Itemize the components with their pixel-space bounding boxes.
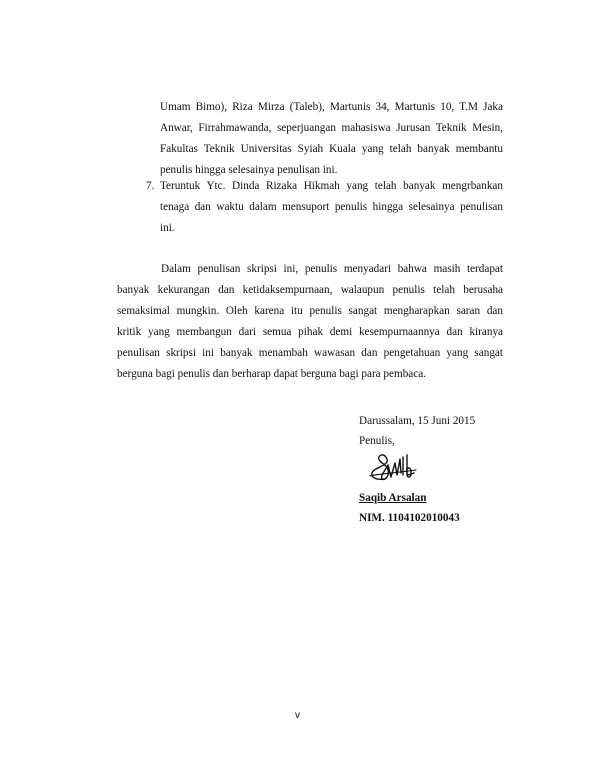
text-line: Anwar, Firrahmawanda, seperjuangan mahasiswa Jurusan Teknik Mesin,	[160, 122, 503, 134]
text-line: ini.	[160, 222, 175, 234]
signer-nim: NIM. 1104102010043	[359, 512, 460, 524]
body-paragraph	[117, 259, 503, 385]
signer-role: Penulis,	[359, 435, 395, 447]
list-item-number: 7.	[146, 180, 155, 192]
text-line: banyak kekurangan dan ketidaksempurnaan, walaupun penulis telah berusaha	[117, 284, 503, 296]
text-line: Umam Bimo), Riza Mirza (Taleb), Martunis 34, Martunis 10, T.M Jaka	[160, 101, 503, 113]
text-line: semaksimal mungkin. Oleh karena itu penulis sangat mengharapkan saran dan	[117, 305, 503, 317]
text-line: tenaga dan waktu dalam mensuport penulis hingga selesainya penulisan	[160, 201, 503, 213]
text-line: penulis hingga selesainya penulisan ini.	[160, 164, 338, 176]
page-number: v	[295, 710, 300, 721]
text-line: kritik yang membangun dari semua pihak demi kesempurnaannya dan kiranya	[117, 326, 503, 338]
list-item-continued	[160, 97, 503, 181]
signer-identity	[359, 488, 539, 528]
place-date: Darussalam, 15 Juni 2015	[359, 415, 476, 427]
signature-icon	[364, 449, 422, 485]
text-line: Fakultas Teknik Universitas Syiah Kuala yang telah banyak membantu	[160, 143, 503, 155]
signer-name: Saqib Arsalan	[359, 492, 427, 504]
list-item-7	[160, 176, 503, 239]
text-line: penulisan skripsi ini banyak menambah wawasan dan pengetahuan yang sangat	[117, 347, 503, 359]
signature-block	[359, 411, 539, 451]
text-line: Dalam penulisan skripsi ini, penulis menyadari bahwa masih terdapat	[161, 263, 503, 275]
text-line: Teruntuk Ytc. Dinda Rizaka Hikmah yang telah banyak mengrbankan	[160, 180, 503, 192]
text-line: berguna bagi penulis dan berharap dapat berguna bagi para pembaca.	[117, 368, 426, 380]
